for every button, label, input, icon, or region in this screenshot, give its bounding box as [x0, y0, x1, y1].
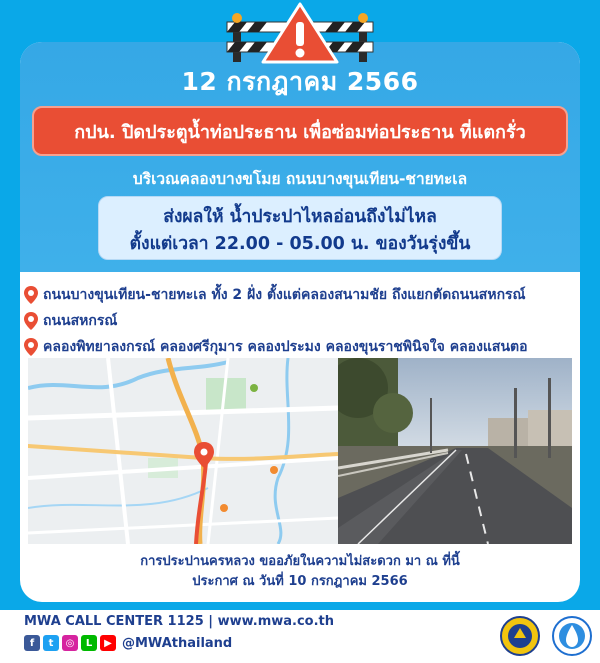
- apology-text: การประปานครหลวง ขออภัยในความไม่สะดวก มา ณ ที่นี้: [140, 554, 460, 569]
- location-map-image: [28, 358, 338, 544]
- separator: |: [208, 614, 214, 629]
- social-handle[interactable]: @MWAthailand: [122, 635, 233, 651]
- social-links: [24, 635, 232, 651]
- list-item: [24, 282, 584, 308]
- location-text: ถนนสหกรณ์: [43, 313, 118, 329]
- facebook-icon[interactable]: f: [24, 635, 40, 651]
- call-center-text: MWA CALL CENTER 1125: [24, 614, 204, 629]
- warning-icon: [225, 0, 375, 64]
- map-pin-icon: [24, 312, 38, 330]
- effect-line-1: ส่งผลให้ น้ำประปาไหลอ่อนถึงไม่ไหล: [163, 207, 437, 227]
- map-pin-icon: [24, 286, 38, 304]
- announcement-date: 12 กรกฎาคม 2566: [181, 67, 419, 96]
- closure-banner: [32, 106, 568, 156]
- list-item: [24, 308, 584, 334]
- twitter-icon[interactable]: t: [43, 635, 59, 651]
- street-view-image: [338, 358, 572, 544]
- closure-banner-text: กปน. ปิดประตูน้ำท่อประธาน เพื่อซ่อมท่อประธาน ที่แตกรั่ว: [74, 121, 526, 143]
- effect-box: [98, 196, 502, 260]
- location-text: ถนนบางขุนเทียน-ชายทะเล ทั้ง 2 ฝั่ง ตั้งแต่คลองสนามชัย ถึงแยกตัดถนนสหกรณ์: [43, 287, 526, 303]
- royal-emblem-logo: [500, 616, 540, 656]
- mwa-logo: [552, 616, 592, 656]
- youtube-icon[interactable]: ▶: [100, 635, 116, 651]
- affected-locations-list: [24, 282, 584, 360]
- line-icon[interactable]: L: [81, 635, 97, 651]
- area-description: บริเวณคลองบางขโมย ถนนบางขุนเทียน-ชายทะเล: [132, 170, 468, 188]
- map-pin-icon: [24, 338, 38, 356]
- footer-notice: [20, 552, 580, 592]
- announce-date-text: ประกาศ ณ วันที่ 10 กรกฎาคม 2566: [192, 574, 408, 589]
- website-link[interactable]: www.mwa.co.th: [217, 614, 335, 629]
- location-text: คลองพิทยาลงกรณ์ คลองศรีกุมาร คลองประมง คลองขุนราชพินิจใจ คลองแสนตอ: [43, 339, 528, 355]
- contact-line: [24, 614, 334, 629]
- instagram-icon[interactable]: ◎: [62, 635, 78, 651]
- list-item: [24, 334, 584, 360]
- effect-line-2: ตั้งแต่เวลา 22.00 - 05.00 น. ของวันรุ่งขึ้น: [129, 234, 471, 254]
